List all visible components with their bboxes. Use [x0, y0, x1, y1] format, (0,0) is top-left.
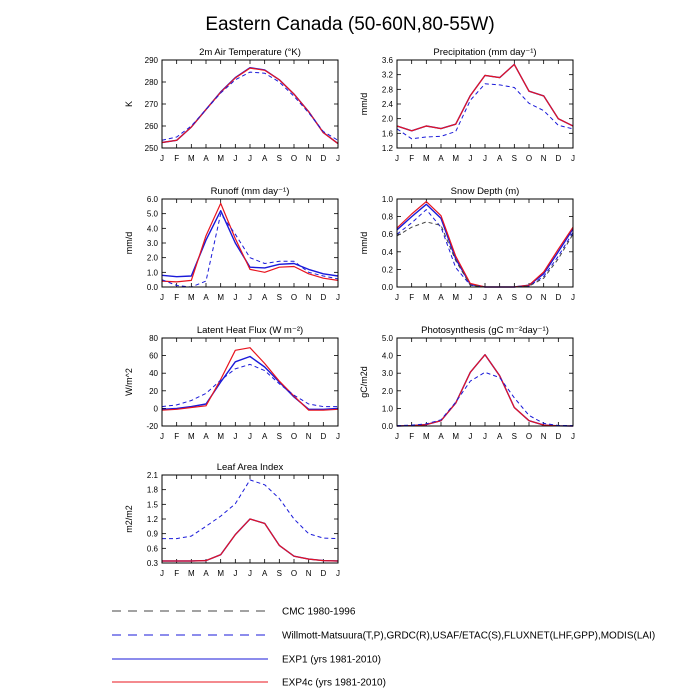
- panel-5: [359, 325, 575, 441]
- y-tick-label: 4.0: [146, 224, 158, 234]
- x-tick-label: F: [409, 154, 415, 163]
- x-tick-label: J: [248, 432, 252, 441]
- x-tick-label: A: [438, 293, 444, 302]
- x-tick-label: D: [320, 569, 327, 578]
- x-tick-label: O: [525, 293, 533, 302]
- panel-1: [359, 47, 575, 163]
- x-tick-label: J: [160, 293, 164, 302]
- series-line-exp1: [397, 204, 573, 287]
- y-tick-label: 0.6: [381, 230, 393, 240]
- x-tick-label: J: [483, 154, 487, 163]
- y-tick-label: 5.0: [146, 209, 158, 219]
- y-tick-label: 1.2: [381, 144, 393, 153]
- series-line-obs: [397, 84, 573, 139]
- x-tick-label: O: [525, 432, 533, 441]
- x-tick-label: J: [571, 293, 575, 302]
- panel-0: [124, 47, 340, 163]
- x-tick-label: J: [571, 432, 575, 441]
- series-line-exp4c: [397, 64, 573, 130]
- x-tick-label: J: [395, 154, 399, 163]
- y-tick-label: 0.3: [146, 559, 158, 568]
- y-tick-label: 40: [149, 369, 158, 379]
- x-tick-label: M: [422, 432, 430, 441]
- x-tick-label: A: [261, 432, 268, 441]
- panels: [124, 47, 575, 578]
- y-tick-label: 270: [144, 100, 158, 109]
- y-tick-label: 1.0: [146, 268, 158, 278]
- series-line-exp4c: [397, 202, 573, 287]
- x-tick-label: M: [452, 432, 460, 441]
- plot-frame: [162, 60, 338, 148]
- x-tick-label: J: [160, 569, 164, 578]
- panel-title: Precipitation (mm day⁻¹): [433, 47, 537, 58]
- x-tick-label: J: [468, 154, 473, 163]
- x-tick-label: A: [203, 432, 209, 441]
- y-tick-label: 2.4: [381, 100, 393, 109]
- y-axis-label: mm/d: [124, 231, 134, 255]
- x-tick-label: M: [452, 293, 460, 302]
- y-axis-label: gC/m2d: [359, 366, 369, 398]
- y-tick-label: 0.0: [381, 422, 393, 431]
- x-tick-label: S: [276, 569, 283, 578]
- y-tick-label: 280: [144, 78, 158, 87]
- series-line-obs: [162, 364, 338, 406]
- series-line-exp1: [397, 64, 573, 130]
- y-tick-label: 1.6: [381, 129, 393, 139]
- x-tick-label: O: [290, 293, 298, 302]
- x-tick-label: S: [511, 432, 518, 441]
- series-line-exp4c: [162, 68, 338, 144]
- x-tick-label: S: [276, 293, 283, 302]
- x-tick-label: J: [233, 569, 238, 578]
- x-tick-label: M: [187, 293, 195, 302]
- y-tick-label: 80: [149, 334, 158, 343]
- y-tick-label: 5.0: [381, 334, 393, 343]
- x-tick-label: D: [320, 293, 327, 302]
- panel-3: [359, 186, 575, 302]
- y-axis-label: W/m^2: [124, 368, 134, 396]
- x-tick-label: O: [525, 154, 533, 163]
- x-tick-label: D: [555, 154, 562, 163]
- x-tick-label: F: [174, 154, 180, 163]
- x-tick-label: M: [422, 154, 430, 163]
- x-tick-label: M: [217, 154, 225, 163]
- plot-frame: [162, 338, 338, 426]
- x-tick-label: J: [248, 293, 252, 302]
- y-tick-label: 0.8: [381, 212, 393, 222]
- x-tick-label: M: [422, 293, 430, 302]
- x-tick-label: D: [555, 293, 562, 302]
- y-tick-label: 2.1: [146, 471, 158, 480]
- x-tick-label: A: [496, 154, 503, 163]
- x-tick-label: J: [160, 432, 164, 441]
- y-tick-label: 2.0: [381, 114, 393, 124]
- y-tick-label: 0.2: [381, 265, 393, 275]
- series-line-exp4c: [397, 355, 573, 426]
- x-tick-label: N: [540, 154, 547, 163]
- y-tick-label: 2.0: [381, 386, 393, 396]
- y-tick-label: 260: [144, 122, 158, 131]
- y-axis-label: m2/m2: [124, 505, 134, 533]
- x-tick-label: J: [483, 293, 487, 302]
- x-tick-label: A: [261, 569, 268, 578]
- x-tick-label: A: [203, 293, 209, 302]
- series-line-exp1: [162, 68, 338, 144]
- panel-4: [124, 325, 340, 441]
- x-tick-label: J: [336, 569, 340, 578]
- x-tick-label: A: [203, 569, 209, 578]
- series-line-exp1: [397, 355, 573, 426]
- x-tick-label: J: [336, 432, 340, 441]
- x-tick-label: F: [174, 569, 180, 578]
- x-tick-label: F: [409, 432, 415, 441]
- series-line-obs: [397, 372, 573, 425]
- series-line-obs: [162, 480, 338, 539]
- x-tick-label: N: [305, 154, 312, 163]
- y-tick-label: 250: [144, 144, 158, 153]
- x-tick-label: M: [187, 569, 195, 578]
- x-tick-label: A: [496, 293, 503, 302]
- main-title: Eastern Canada (50-60N,80-55W): [205, 14, 495, 35]
- y-tick-label: 0.4: [381, 247, 393, 257]
- y-axis-label: mm/d: [359, 92, 369, 116]
- series-line-obs: [397, 210, 573, 287]
- x-tick-label: O: [290, 569, 298, 578]
- plot-frame: [162, 199, 338, 287]
- y-tick-label: 1.5: [146, 500, 158, 510]
- x-tick-label: A: [438, 154, 444, 163]
- legend-label-exp1: EXP1 (yrs 1981-2010): [282, 654, 381, 666]
- y-tick-label: 3.0: [381, 369, 393, 379]
- x-tick-label: J: [160, 154, 164, 163]
- x-tick-label: J: [336, 154, 340, 163]
- series-line-cmc: [397, 222, 573, 287]
- x-tick-label: N: [540, 432, 547, 441]
- x-tick-label: A: [496, 432, 503, 441]
- x-tick-label: J: [468, 293, 473, 302]
- series-line-exp4c: [162, 519, 338, 561]
- y-tick-label: 3.2: [381, 70, 393, 80]
- y-tick-label: 2.8: [381, 85, 393, 95]
- panel-title: Leaf Area Index: [216, 462, 284, 473]
- x-tick-label: J: [248, 154, 252, 163]
- x-tick-label: M: [217, 293, 225, 302]
- legend-label-cmc: CMC 1980-1996: [282, 606, 356, 618]
- x-tick-label: J: [483, 432, 487, 441]
- legend: [112, 607, 655, 689]
- y-tick-label: 2.0: [146, 253, 158, 263]
- x-tick-label: M: [217, 432, 225, 441]
- x-tick-label: S: [276, 432, 283, 441]
- x-tick-label: S: [276, 154, 283, 163]
- x-tick-label: O: [290, 432, 298, 441]
- x-tick-label: N: [305, 432, 312, 441]
- y-tick-label: 3.0: [146, 239, 158, 248]
- x-tick-label: J: [395, 293, 399, 302]
- x-tick-label: S: [511, 154, 518, 163]
- x-tick-label: J: [571, 154, 575, 163]
- x-tick-label: M: [187, 154, 195, 163]
- y-tick-label: -20: [146, 422, 158, 431]
- x-tick-label: A: [261, 293, 268, 302]
- plot-frame: [397, 338, 573, 426]
- x-tick-label: J: [248, 569, 252, 578]
- x-tick-label: M: [217, 569, 225, 578]
- x-tick-label: J: [336, 293, 340, 302]
- x-tick-label: N: [540, 293, 547, 302]
- y-tick-label: 1.8: [146, 485, 158, 495]
- panel-title: Runoff (mm day⁻¹): [210, 186, 290, 197]
- y-axis-label: K: [124, 100, 134, 108]
- x-tick-label: N: [305, 293, 312, 302]
- x-tick-label: D: [320, 154, 327, 163]
- y-tick-label: 0: [153, 404, 158, 414]
- x-tick-label: J: [233, 154, 238, 163]
- panel-title: Snow Depth (m): [450, 186, 520, 197]
- panel-title: 2m Air Temperature (°K): [199, 47, 301, 58]
- legend-label-obs: Willmott-Matsuura(T,P),GRDC(R),USAF/ETAC(S),FLUXNET(LHF,GPP),MODIS(LAI): [282, 630, 656, 642]
- y-tick-label: 60: [149, 351, 158, 361]
- plot-frame: [397, 60, 573, 148]
- x-tick-label: S: [511, 293, 518, 302]
- y-tick-label: 20: [149, 386, 158, 396]
- x-tick-label: M: [452, 154, 460, 163]
- y-tick-label: 0.0: [146, 283, 158, 292]
- panel-6: [124, 462, 340, 578]
- x-tick-label: J: [468, 432, 473, 441]
- panel-title: Photosynthesis (gC m⁻²day⁻¹): [421, 325, 549, 336]
- x-tick-label: N: [305, 569, 312, 578]
- x-tick-label: F: [174, 432, 180, 441]
- x-tick-label: A: [438, 432, 444, 441]
- y-tick-label: 3.6: [381, 56, 393, 65]
- series-line-exp1: [162, 519, 338, 561]
- legend-label-exp4c: EXP4c (yrs 1981-2010): [282, 677, 386, 689]
- y-tick-label: 1.0: [381, 195, 393, 204]
- x-tick-label: M: [187, 432, 195, 441]
- plot-frame: [397, 199, 573, 287]
- x-tick-label: A: [261, 154, 268, 163]
- x-tick-label: D: [555, 432, 562, 441]
- x-tick-label: J: [395, 432, 399, 441]
- y-tick-label: 4.0: [381, 351, 393, 361]
- y-tick-label: 290: [144, 56, 158, 65]
- panel-2: [124, 186, 340, 302]
- x-tick-label: O: [290, 154, 298, 163]
- panel-title: Latent Heat Flux (W m⁻²): [196, 325, 304, 336]
- x-tick-label: J: [233, 293, 238, 302]
- y-tick-label: 6.0: [146, 195, 158, 204]
- y-tick-label: 0.0: [381, 283, 393, 292]
- x-tick-label: F: [409, 293, 415, 302]
- y-tick-label: 1.0: [381, 404, 393, 414]
- y-tick-label: 0.6: [146, 544, 158, 554]
- y-tick-label: 0.9: [146, 529, 158, 539]
- x-tick-label: D: [320, 432, 327, 441]
- y-axis-label: mm/d: [359, 231, 369, 255]
- x-tick-label: J: [233, 432, 238, 441]
- y-tick-label: 1.2: [146, 515, 158, 524]
- x-tick-label: A: [203, 154, 209, 163]
- x-tick-label: F: [174, 293, 180, 302]
- series-line-exp1: [162, 211, 338, 277]
